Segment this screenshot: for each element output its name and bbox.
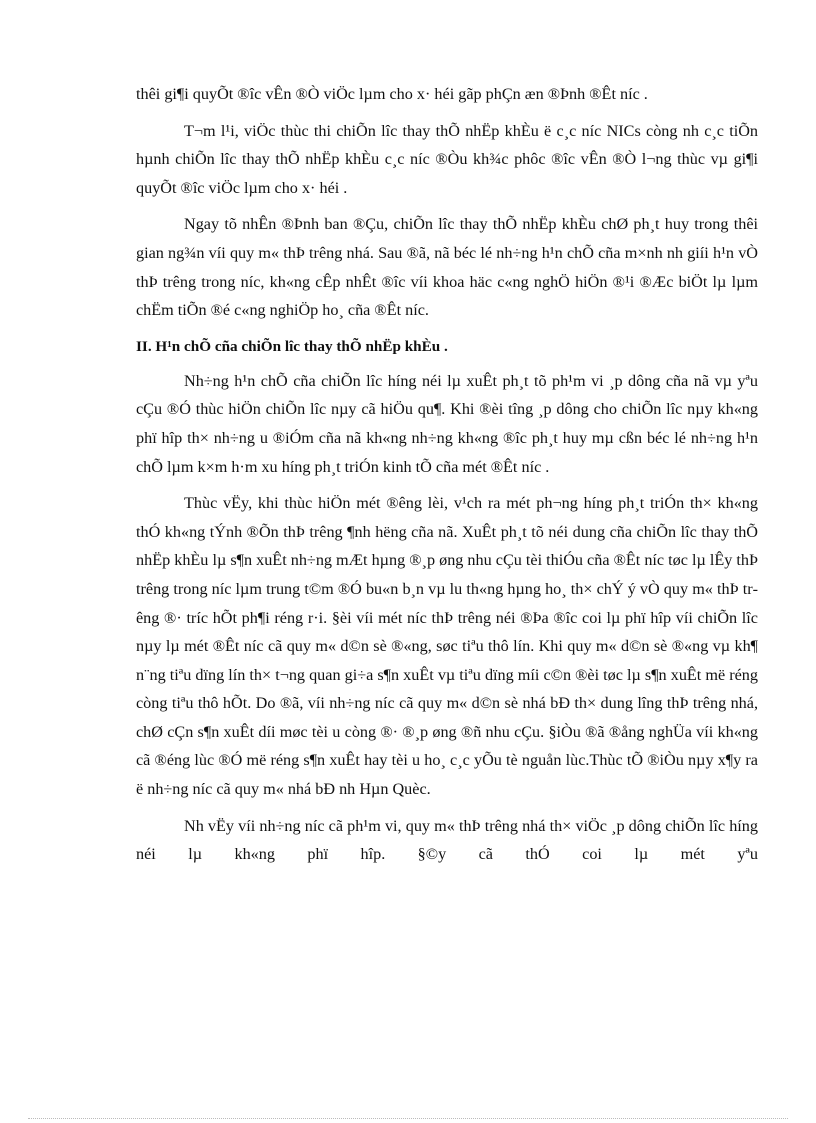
page-bottom-dotted-line — [28, 1118, 788, 1119]
paragraph-initial-limits: Ngay tõ nhÊn ®Þnh ban ®Çu, chiÕn lîc thay thÕ nhËp khÈu chØ ph¸t huy trong thêi gian ng¾n víi quy m« thÞ trêng nhá. Sau ®ã, nã béc lé nh÷ng h¹n chÕ cña m×nh nh giíi h¹n vÒ thÞ trêng trong níc, kh«ng cÊp nhÊt ®îc víi khoa häc c«ng nghÖ hiÖn ®¹i ®Æc biÖt lµ lµm chËm tiÕn ®é c«ng nghiÖp ho¸ cña ®Êt níc. — [136, 215, 758, 320]
paragraph-market-size: Thùc vËy, khi thùc hiÖn mét ®êng lèi, v¹ch ra mét ph¬ng híng ph¸t triÓn th× kh«ng thÓ kh«ng tÝnh ®Õn thÞ trêng ¶nh hëng cña nã. XuÊt ph¸t tõ néi dung cña chiÕn lîc thay thÕ nhËp khÈu lµ s¶n xuÊt nh÷ng mÆt hµng ®¸p øng nhu cÇu tèi thiÓu cña ®Êt níc tøc lµ lÊy thÞ trêng trong níc lµm trung t©m ®Ó bu«n b¸n vµ lu th«ng hµng ho¸ th× chÝ ý vÒ quy m« thÞ trêng ®· tríc hÕt ph¶i réng r·i. §èi víi mét níc thÞ trêng néi ®Þa ®îc coi lµ phï hîp víi chiÕn lîc nµy lµ mét ®Êt níc cã quy m« d©n sè ®«ng, søc tiªu thô lín. Khi quy m« d©n sè ®«ng vµ kh¶ n¨ng tiªu dïng lín th× t¬ng quan gi÷a s¶n xuÊt vµ tiªu dïng míi c©n ®èi tøc lµ s¶n xuÊt më réng còng tiªu thô hÕt. Do ®ã, víi nh÷ng níc cã quy m« d©n sè nhá bÐ th× dung lîng thÞ trêng nhá, chØ cÇn s¶n xuÊt díi møc tèi u còng ®· ®¸p øng ®ñ nhu cÇu. §iÒu ®ã ®ång nghÜa víi kh«ng cã ®éng lùc ®Ó më réng s¶n xuÊt hay tèi u ho¸ c¸c yÕu tè nguån lùc.Thùc tÕ ®iÒu nµy x¶y ra ë nh÷ng níc cã quy m« nhá bÐ nh Hµn Quèc. — [136, 494, 758, 799]
paragraph-continuation: thêi gi¶i quyÕt ®îc vÊn ®Ò viÖc lµm cho x· héi gãp phÇn æn ®Þnh ®Êt níc . — [136, 85, 648, 103]
paragraph-scope-limits: Nh÷ng h¹n chÕ cña chiÕn lîc híng néi lµ xuÊt ph¸t tõ ph¹m vi ¸p dông cña nã vµ yªu cÇu ®Ó thùc hiÖn chiÕn lîc nµy cã hiÖu qu¶. Khi ®èi tîng ¸p dông cho chiÕn lîc nµy kh«ng phï hîp th× nh÷ng u ®iÓm cña nã kh«ng nh÷ng kh«ng ®îc ph¸t huy mµ cßn béc lé nh÷ng h¹n chÕ lµm k×m h·m xu híng ph¸t triÓn kinh tÕ cña mét ®Êt níc . — [136, 371, 758, 476]
section-heading: II. H¹n chÕ cña chiÕn lîc thay thÕ nhËp khÈu . — [136, 337, 448, 355]
paragraph-conclusion-partial: Nh vËy víi nh÷ng níc cã ph¹m vi, quy m« thÞ trêng nhá th× viÖc ¸p dông chiÕn lîc híng néi lµ kh«ng phï hîp. §©y cã thÓ coi lµ mét yªu — [136, 816, 758, 864]
paragraph-nics-summary: T¬m l¹i, viÖc thùc thi chiÕn lîc thay thÕ nhËp khÈu ë c¸c níc NICs còng nh c¸c tiÕn hµnh chiÕn lîc thay thÕ nhËp khÈu c¸c níc ®Òu kh¾c phôc ®îc vÊn ®Ò l¬ng thùc vµ gi¶i quyÕt ®îc viÖc lµm cho x· héi . — [136, 121, 758, 197]
document-body — [136, 80, 758, 877]
